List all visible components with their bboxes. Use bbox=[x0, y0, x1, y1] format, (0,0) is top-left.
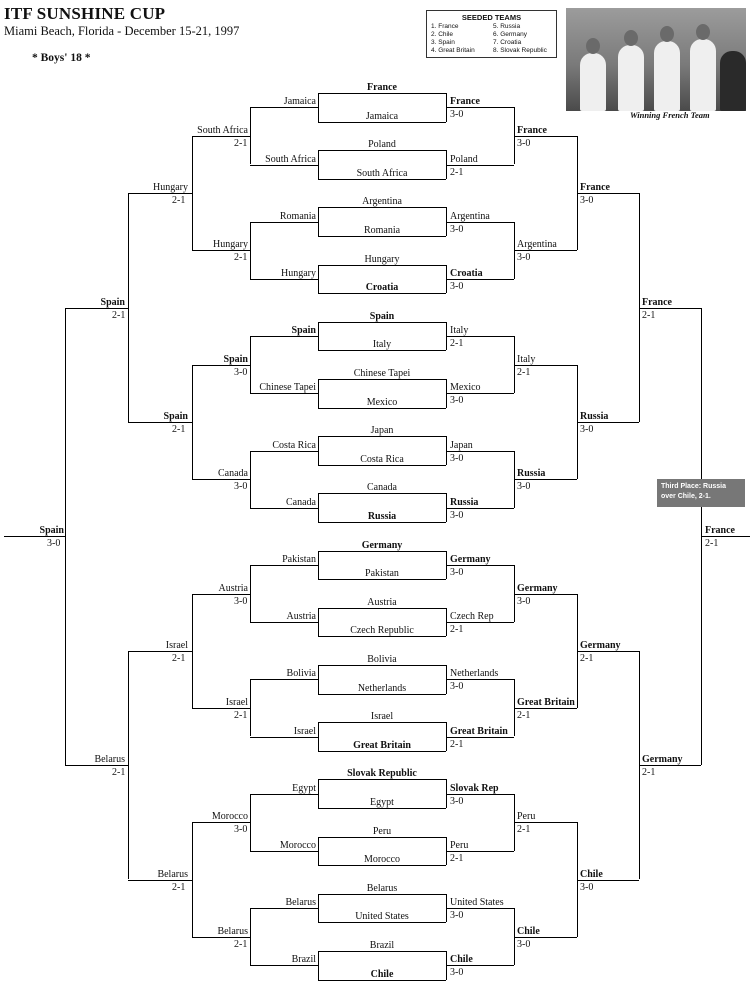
bracket-score: 2-1 bbox=[642, 767, 656, 779]
bracket-team: Brazil bbox=[291, 954, 316, 966]
bracket-line bbox=[250, 393, 318, 394]
first-round-team: Chile bbox=[370, 968, 394, 980]
bracket-line bbox=[318, 608, 446, 609]
bracket-line bbox=[446, 279, 514, 280]
bracket-line bbox=[65, 765, 128, 766]
bracket-score: 3-0 bbox=[234, 366, 248, 378]
bracket-team: Germany bbox=[450, 553, 491, 565]
bracket-score: 3-0 bbox=[580, 881, 594, 893]
bracket-line bbox=[192, 822, 250, 823]
seed-item: 7. Croatia bbox=[493, 39, 522, 46]
seed-item: 6. Germany bbox=[493, 31, 527, 38]
bracket-line bbox=[318, 408, 446, 409]
event-subtitle: Miami Beach, Florida - December 15-21, 1997 bbox=[4, 24, 240, 38]
bracket-score: 3-0 bbox=[47, 538, 61, 550]
first-round-team: Argentina bbox=[362, 196, 402, 208]
bracket-line bbox=[318, 951, 446, 952]
bracket-line bbox=[250, 451, 251, 508]
bracket-team: Italy bbox=[450, 325, 469, 337]
bracket-line bbox=[128, 651, 129, 880]
seed-item: 2. Chile bbox=[431, 31, 454, 38]
bracket-line bbox=[65, 308, 128, 309]
bracket-score: 2-1 bbox=[234, 137, 248, 149]
third-place-note: Third Place: Russia over Chile, 2-1. bbox=[657, 479, 745, 507]
bracket-line bbox=[250, 107, 318, 108]
team-photo bbox=[566, 8, 746, 111]
bracket-team: United States bbox=[450, 897, 504, 909]
bracket-line bbox=[128, 193, 129, 422]
page-title: ITF SUNSHINE CUP bbox=[4, 4, 166, 23]
seed-item: 4. Great Britain bbox=[431, 47, 475, 54]
bracket-line bbox=[318, 751, 446, 752]
bracket-score: 2-1 bbox=[450, 852, 464, 864]
bracket-line bbox=[514, 365, 577, 366]
bracket-score: 2-1 bbox=[580, 652, 594, 664]
first-round-team: Netherlands bbox=[357, 682, 407, 694]
bracket-line bbox=[250, 165, 318, 166]
bracket-score: 3-0 bbox=[450, 395, 464, 407]
bracket-score: 3-0 bbox=[517, 137, 531, 149]
bracket-line bbox=[250, 451, 318, 452]
bracket-line bbox=[318, 93, 446, 94]
bracket-line bbox=[318, 636, 446, 637]
bracket-team: Great Britain bbox=[517, 696, 575, 708]
bracket-line bbox=[192, 136, 250, 137]
bracket-line bbox=[577, 422, 639, 423]
bracket-team: Argentina bbox=[517, 239, 557, 251]
bracket-line bbox=[192, 594, 250, 595]
bracket-score: 2-1 bbox=[112, 309, 126, 321]
bracket-line bbox=[318, 207, 446, 208]
bracket-team: Germany bbox=[642, 754, 683, 766]
bracket-team: Netherlands bbox=[450, 668, 499, 680]
bracket-team: Chinese Tapei bbox=[259, 382, 316, 394]
bracket-line bbox=[250, 908, 318, 909]
first-round-team: Israel bbox=[370, 711, 394, 723]
bracket-team: Peru bbox=[517, 811, 536, 823]
bracket-team: Russia bbox=[580, 410, 609, 422]
seed-item: 1. France bbox=[431, 23, 459, 30]
bracket-line bbox=[128, 422, 192, 423]
bracket-team: Egypt bbox=[292, 782, 316, 794]
bracket-line bbox=[250, 679, 318, 680]
first-round-team: Jamaica bbox=[365, 110, 399, 122]
bracket-score: 2-1 bbox=[172, 423, 186, 435]
bracket-score: 2-1 bbox=[234, 938, 248, 950]
bracket-score: 2-1 bbox=[517, 709, 531, 721]
bracket-team: Spain bbox=[100, 296, 125, 308]
bracket-line bbox=[446, 508, 514, 509]
bracket-line bbox=[192, 365, 250, 366]
first-round-team: Egypt bbox=[370, 797, 394, 808]
bracket-line bbox=[250, 565, 318, 566]
bracket-team: Spain bbox=[223, 353, 248, 365]
bracket-team: Slovak Rep bbox=[450, 782, 499, 794]
bracket-line bbox=[577, 193, 639, 194]
bracket-score: 3-0 bbox=[517, 252, 531, 264]
bracket-team: Austria bbox=[218, 582, 248, 594]
first-round-team: Romania bbox=[363, 225, 401, 236]
bracket-team: Romania bbox=[279, 210, 316, 222]
bracket-team: Argentina bbox=[450, 210, 490, 222]
bracket-line bbox=[318, 350, 446, 351]
first-round-team: Pakistan bbox=[365, 568, 399, 580]
seed-item: 8. Slovak Republic bbox=[493, 47, 547, 54]
bracket-line bbox=[318, 779, 446, 780]
bracket-team: Croatia bbox=[450, 267, 483, 279]
bracket-line bbox=[514, 479, 577, 480]
bracket-line bbox=[192, 250, 250, 251]
bracket-team: Peru bbox=[450, 839, 469, 851]
first-round-team: France bbox=[367, 82, 397, 93]
bracket-line bbox=[318, 122, 446, 123]
bracket-score: 2-1 bbox=[172, 195, 186, 207]
bracket-team: Canada bbox=[218, 468, 248, 480]
bracket-line bbox=[514, 937, 577, 938]
bracket-line bbox=[250, 622, 318, 623]
bracket-line bbox=[318, 179, 446, 180]
bracket-team: Mexico bbox=[450, 382, 481, 394]
bracket-line bbox=[128, 880, 192, 881]
bracket-team: Israel bbox=[165, 639, 188, 651]
bracket-line bbox=[250, 794, 318, 795]
bracket-team: Chile bbox=[517, 925, 540, 937]
bracket-score: 3-0 bbox=[517, 595, 531, 607]
bracket-team: Italy bbox=[517, 353, 536, 365]
bracket-line bbox=[318, 436, 446, 437]
seed-item: 5. Russia bbox=[493, 23, 521, 30]
bracket-line bbox=[250, 851, 318, 852]
first-round-team: Hungary bbox=[364, 253, 400, 265]
bracket-line bbox=[250, 679, 251, 736]
bracket-line bbox=[250, 508, 318, 509]
bracket-score: 2-1 bbox=[172, 881, 186, 893]
bracket-line bbox=[318, 837, 446, 838]
bracket-score: 2-1 bbox=[234, 252, 248, 264]
bracket-line bbox=[446, 679, 514, 680]
bracket-line bbox=[250, 336, 251, 393]
bracket-team: Canada bbox=[286, 496, 316, 508]
bracket-score: 2-1 bbox=[450, 624, 464, 636]
first-round-team: Mexico bbox=[366, 396, 398, 408]
bracket-team: France bbox=[705, 525, 735, 537]
photo-caption: Winning French Team bbox=[630, 110, 710, 120]
bracket-line bbox=[250, 565, 251, 622]
bracket-line bbox=[318, 579, 446, 580]
bracket-line bbox=[192, 479, 250, 480]
bracket-team: Chile bbox=[450, 954, 473, 966]
bracket-team: Germany bbox=[580, 639, 621, 651]
bracket-line bbox=[318, 265, 446, 266]
bracket-line bbox=[250, 908, 251, 965]
bracket-line bbox=[192, 708, 250, 709]
first-round-team: Great Britain bbox=[353, 739, 411, 751]
bracket-line bbox=[514, 136, 577, 137]
bracket-team: Jamaica bbox=[283, 96, 316, 108]
bracket-line bbox=[250, 965, 318, 966]
bracket-line bbox=[250, 222, 251, 279]
bracket-team: Israel bbox=[225, 696, 248, 708]
bracket-line bbox=[318, 551, 446, 552]
bracket-team: Hungary bbox=[281, 267, 316, 279]
bracket-line bbox=[192, 594, 193, 708]
bracket-line bbox=[192, 365, 193, 479]
bracket-team: South Africa bbox=[197, 124, 248, 136]
bracket-score: 2-1 bbox=[234, 709, 248, 721]
bracket-line bbox=[446, 451, 514, 452]
bracket-line bbox=[250, 794, 251, 851]
first-round-team: Russia bbox=[367, 511, 397, 522]
bracket-line bbox=[446, 107, 514, 108]
bracket-line bbox=[4, 536, 65, 537]
bracket-line bbox=[701, 536, 750, 537]
bracket-score: 3-0 bbox=[580, 195, 594, 207]
bracket-team: Israel bbox=[293, 725, 316, 737]
bracket-score: 2-1 bbox=[450, 166, 464, 178]
bracket-team: Chile bbox=[580, 868, 603, 880]
first-round-team: Poland bbox=[368, 139, 396, 151]
bracket-line bbox=[446, 851, 514, 852]
bracket-line bbox=[192, 822, 193, 936]
bracket-line bbox=[318, 493, 446, 494]
bracket-score: 3-0 bbox=[450, 109, 464, 121]
bracket-line bbox=[514, 594, 577, 595]
bracket-line bbox=[446, 336, 514, 337]
bracket-team: Bolivia bbox=[286, 668, 316, 680]
bracket-line bbox=[318, 865, 446, 866]
bracket-line bbox=[318, 379, 446, 380]
bracket-line bbox=[577, 880, 639, 881]
first-round-team: Slovak Republic bbox=[347, 768, 417, 780]
bracket-line bbox=[318, 665, 446, 666]
bracket-line bbox=[192, 136, 193, 250]
bracket-score: 2-1 bbox=[642, 309, 656, 321]
first-round-team: Canada bbox=[367, 482, 397, 494]
bracket-score: 3-0 bbox=[450, 280, 464, 292]
bracket-line bbox=[446, 737, 514, 738]
bracket-score: 3-0 bbox=[450, 910, 464, 922]
bracket-team: South Africa bbox=[265, 153, 316, 165]
first-round-team: Italy bbox=[372, 339, 392, 351]
seeded-teams-box bbox=[426, 10, 557, 58]
bracket-team: Hungary bbox=[153, 182, 188, 194]
bracket-line bbox=[318, 894, 446, 895]
first-round-team: Costa Rica bbox=[360, 453, 404, 465]
bracket-team: Austria bbox=[286, 611, 316, 623]
bracket-team: Belarus bbox=[94, 754, 125, 766]
first-round-team: Germany bbox=[361, 539, 403, 551]
first-round-team: Japan bbox=[370, 425, 394, 437]
bracket-team: Morocco bbox=[211, 811, 248, 823]
first-round-team: Croatia bbox=[365, 282, 399, 294]
bracket-line bbox=[250, 336, 318, 337]
bracket-line bbox=[318, 465, 446, 466]
bracket-score: 3-0 bbox=[450, 566, 464, 578]
bracket-team: Spain bbox=[163, 410, 188, 422]
bracket-line bbox=[639, 765, 701, 766]
bracket-line bbox=[514, 250, 577, 251]
bracket-team: Belarus bbox=[285, 897, 316, 909]
bracket-score: 2-1 bbox=[705, 538, 719, 550]
bracket-line bbox=[318, 150, 446, 151]
bracket-score: 2-1 bbox=[450, 738, 464, 750]
bracket-team: France bbox=[517, 124, 547, 136]
bracket-team: Hungary bbox=[213, 239, 248, 251]
seeded-teams-title: SEEDED TEAMS bbox=[461, 13, 522, 22]
bracket-line bbox=[318, 980, 446, 981]
bracket-team: Costa Rica bbox=[272, 439, 316, 451]
bracket-score: 3-0 bbox=[234, 595, 248, 607]
bracket-score: 3-0 bbox=[450, 509, 464, 521]
bracket-line bbox=[250, 737, 318, 738]
bracket-line bbox=[128, 193, 192, 194]
bracket-score: 3-0 bbox=[580, 423, 594, 435]
first-round-team: Peru bbox=[372, 825, 392, 837]
bracket-team: Russia bbox=[450, 496, 479, 508]
bracket-line bbox=[446, 393, 514, 394]
bracket-line bbox=[318, 922, 446, 923]
bracket-line bbox=[577, 651, 639, 652]
bracket-team: France bbox=[580, 182, 610, 194]
bracket-line bbox=[446, 965, 514, 966]
bracket-line bbox=[446, 908, 514, 909]
bracket-line bbox=[446, 622, 514, 623]
bracket-line bbox=[65, 308, 66, 766]
bracket-line bbox=[318, 722, 446, 723]
bracket-line bbox=[639, 308, 701, 309]
bracket-line bbox=[514, 708, 577, 709]
bracket-line bbox=[192, 937, 250, 938]
bracket-team: France bbox=[642, 296, 672, 308]
bracket-team: Spain bbox=[39, 525, 64, 537]
bracket-score: 2-1 bbox=[112, 767, 126, 779]
first-round-team: United States bbox=[355, 911, 409, 923]
first-round-team: Austria bbox=[367, 596, 397, 608]
bracket-score: 2-1 bbox=[517, 366, 531, 378]
bracket-team: Czech Rep bbox=[450, 611, 494, 623]
bracket-score: 3-0 bbox=[450, 967, 464, 979]
bracket-team: Japan bbox=[450, 439, 473, 451]
bracket-team: Russia bbox=[517, 468, 546, 480]
bracket-line bbox=[250, 222, 318, 223]
bracket-team: Belarus bbox=[157, 868, 188, 880]
bracket-score: 3-0 bbox=[517, 938, 531, 950]
bracket-line bbox=[446, 222, 514, 223]
bracket-team: Germany bbox=[517, 582, 558, 594]
first-round-team: Czech Republic bbox=[350, 625, 414, 637]
first-round-team: Chinese Tapei bbox=[353, 368, 411, 379]
bracket-line bbox=[446, 165, 514, 166]
bracket-score: 3-0 bbox=[450, 681, 464, 693]
bracket-team: France bbox=[450, 96, 480, 108]
first-round-team: Morocco bbox=[363, 854, 401, 866]
bracket-line bbox=[318, 522, 446, 523]
bracket-score: 3-0 bbox=[234, 481, 248, 493]
division-label: * Boys' 18 * bbox=[32, 52, 91, 64]
first-round-team: Belarus bbox=[366, 882, 398, 894]
bracket-team: Poland bbox=[450, 153, 478, 165]
first-round-team: South Africa bbox=[356, 167, 408, 179]
bracket-line bbox=[250, 107, 251, 164]
bracket-score: 3-0 bbox=[450, 452, 464, 464]
bracket-team: Belarus bbox=[217, 925, 248, 937]
bracket-score: 3-0 bbox=[450, 223, 464, 235]
first-round-team: Brazil bbox=[369, 940, 395, 951]
bracket-line bbox=[318, 236, 446, 237]
bracket-score: 2-1 bbox=[517, 824, 531, 836]
seed-item: 3. Spain bbox=[431, 39, 455, 46]
bracket-team: Morocco bbox=[279, 839, 316, 851]
bracket-line bbox=[514, 822, 577, 823]
bracket-line bbox=[318, 322, 446, 323]
bracket-line bbox=[446, 794, 514, 795]
first-round-team: Bolivia bbox=[367, 654, 397, 665]
bracket-line bbox=[446, 565, 514, 566]
bracket-score: 2-1 bbox=[450, 338, 464, 350]
bracket-line bbox=[318, 808, 446, 809]
bracket-line bbox=[318, 293, 446, 294]
bracket-line bbox=[318, 694, 446, 695]
bracket-line bbox=[128, 651, 192, 652]
first-round-team: Spain bbox=[369, 310, 395, 322]
bracket-score: 3-0 bbox=[517, 481, 531, 493]
bracket-score: 3-0 bbox=[234, 824, 248, 836]
bracket-team: Spain bbox=[291, 325, 316, 337]
bracket-score: 3-0 bbox=[450, 795, 464, 807]
bracket-score: 2-1 bbox=[172, 652, 186, 664]
bracket-team: Pakistan bbox=[282, 553, 316, 565]
bracket-line bbox=[250, 279, 318, 280]
bracket-team: Great Britain bbox=[450, 725, 508, 737]
